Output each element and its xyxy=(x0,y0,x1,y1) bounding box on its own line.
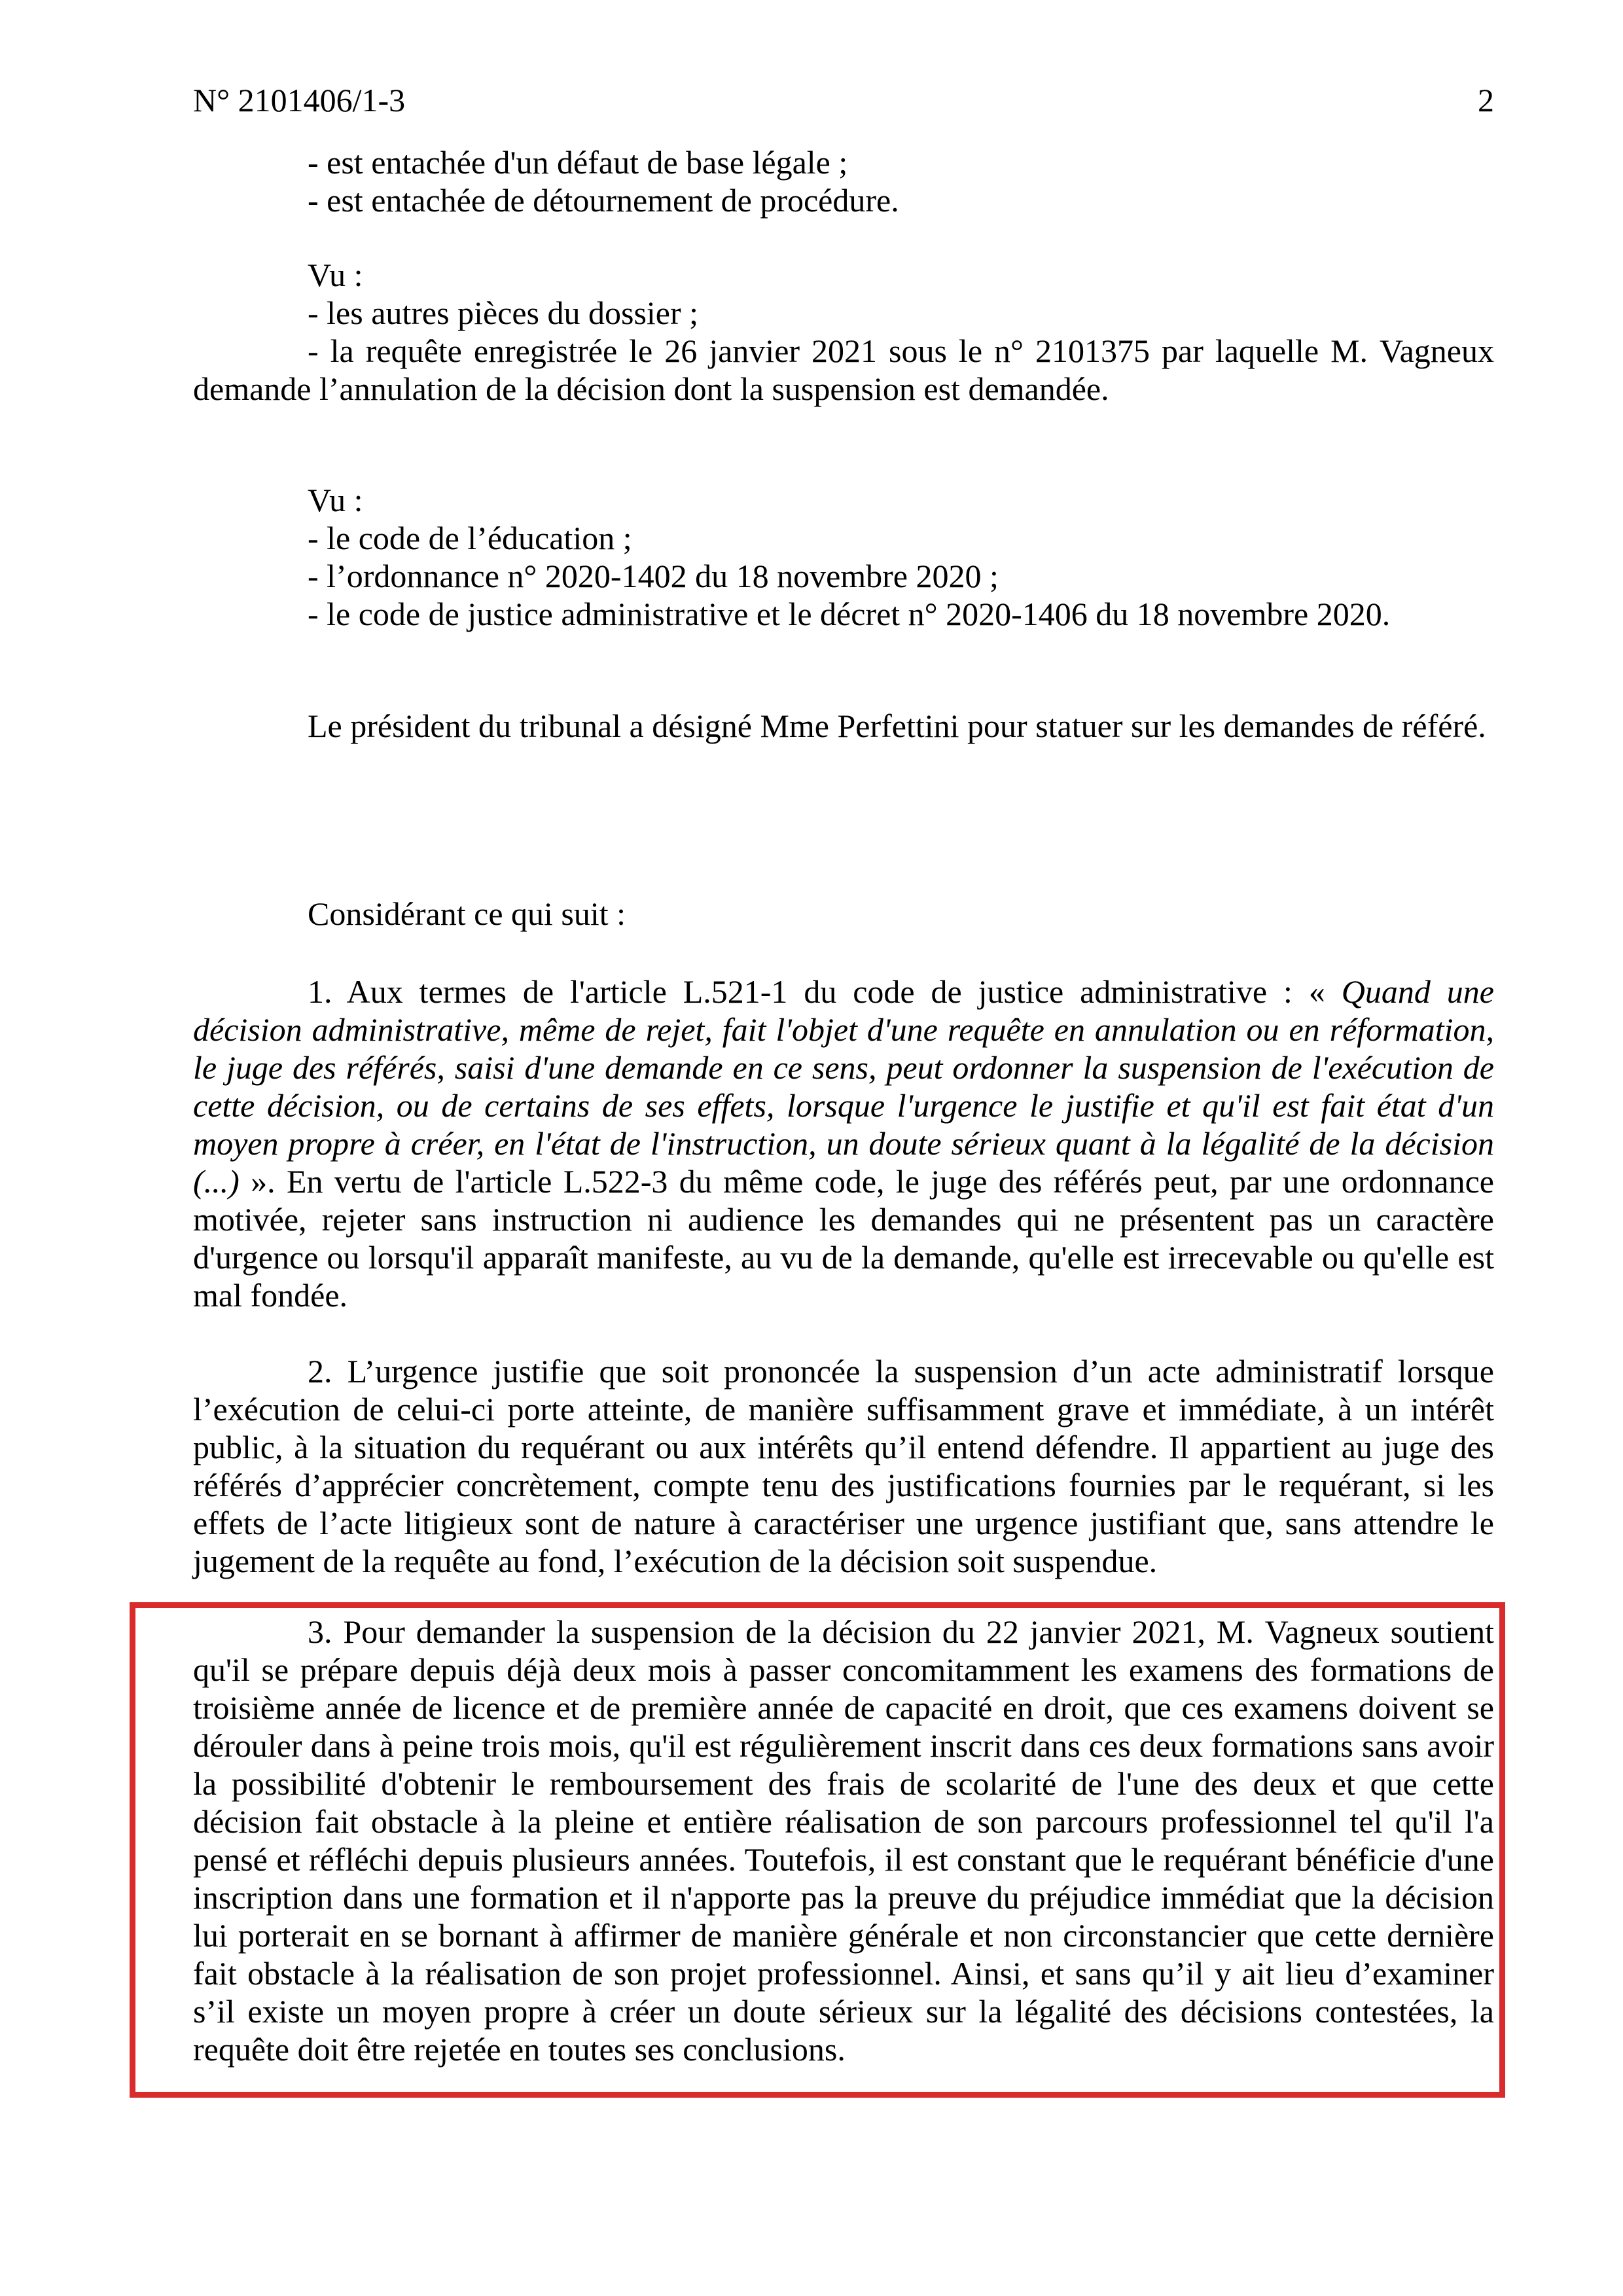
paragraph-1-quote: Quand une décision administrative, même de rejet, fait l'objet d'une requête en annulation ou en réformation, le juge des référés, saisi d'une demande en ce sens, peut ordonner la suspension de l'exécution de cette décision, ou de certains de ses effets, lorsque l'urgence le justifie et qu'il est fait état d'un moyen propre à créer, en l'état de l'instruction, un doute sérieux quant à la légalité de la décision (...) xyxy=(193,973,1494,1200)
paragraph-3: 3. Pour demander la suspension de la décision du 22 janvier 2021, M. Vagneux soutient qu'il se prépare depuis déjà deux mois à passer concomitamment les examens des formations de troisième année de licence et de première année de capacité en droit, que ces examens doivent se dérouler dans à peine trois mois, qu'il est régulièrement inscrit dans ces deux formations sans avoir la possibilité d'obtenir le remboursement des frais de scolarité de l'une des deux et que cette décision fait obstacle à la pleine et entière réalisation de son parcours professionnel tel qu'il l'a pensé et réfléchi depuis plusieurs années. Toutefois, il est constant que le requérant bénéficie d'une inscription dans une formation et il n'apporte pas la preuve du préjudice immédiat que la décision lui porterait en se bornant à affirmer de manière générale et non circonstancier que cette dernière fait obstacle à la réalisation de son projet professionnel. Ainsi, et sans qu’il y ait lieu d’examiner s’il existe un moyen propre à créer un doute sérieux sur la légalité des décisions contestées, la requête doit être rejetée en toutes ses conclusions. xyxy=(193,1613,1494,2068)
vu-item: - le code de justice administrative et le décret n° 2020-1406 du 18 novembre 2020. xyxy=(308,596,1391,632)
page-header xyxy=(193,81,1494,119)
vu-item: - l’ordonnance n° 2020-1402 du 18 novembre 2020 ; xyxy=(308,558,999,594)
vu-item: - les autres pièces du dossier ; xyxy=(308,295,699,331)
requete-paragraph: - la requête enregistrée le 26 janvier 2021 sous le n° 2101375 par laquelle M. Vagneux demande l’annulation de la décision dont la suspension est demandée. xyxy=(193,332,1494,407)
president-paragraph: Le président du tribunal a désigné Mme Perfettini pour statuer sur les demandes de référé. xyxy=(308,708,1486,744)
moyen-item: - est entachée de détournement de procédure. xyxy=(308,182,899,219)
paragraph-1-suite: ». En vertu de l'article L.522-3 du même code, le juge des référés peut, par une ordonnance motivée, rejeter sans instruction ni audience les demandes qui ne présentent pas un caractère d'urgence ou lorsqu'il apparaît manifeste, au vu de la demande, qu'elle est irrecevable ou qu'elle est mal fondée. xyxy=(193,1163,1494,1314)
vu-block-2 xyxy=(193,481,1494,633)
moyens-list xyxy=(193,143,1494,219)
vu-label: Vu : xyxy=(308,257,363,293)
case-number: N° 2101406/1-3 xyxy=(193,82,406,118)
paragraph-2: 2. L’urgence justifie que soit prononcée la suspension d’un acte administratif lorsque l’exécution de celui-ci porte atteinte, de manière suffisamment grave et immédiate, à un intérêt public, à la situation du requérant ou aux intérêts qu’il entend défendre. Il appartient au juge des référés d’apprécier concrètement, compte tenu des justifications fournies par le requérant, si les effets de l’acte litigieux sont de nature à caractériser une urgence justifiant que, sans attendre le jugement de la requête au fond, l’exécution de la décision soit suspendue. xyxy=(193,1353,1494,1579)
paragraph-1-intro: 1. Aux termes de l'article L.521-1 du code de justice administrative : « xyxy=(308,973,1342,1010)
considerant-heading: Considérant ce qui suit : xyxy=(308,895,626,932)
vu-item: - le code de l’éducation ; xyxy=(308,520,632,556)
vu-block-1 xyxy=(193,256,1494,408)
paragraph-1 xyxy=(193,973,1494,1314)
page-number: 2 xyxy=(1478,82,1494,118)
vu-label: Vu : xyxy=(308,482,363,518)
moyen-item: - est entachée d'un défaut de base légale ; xyxy=(308,144,848,181)
